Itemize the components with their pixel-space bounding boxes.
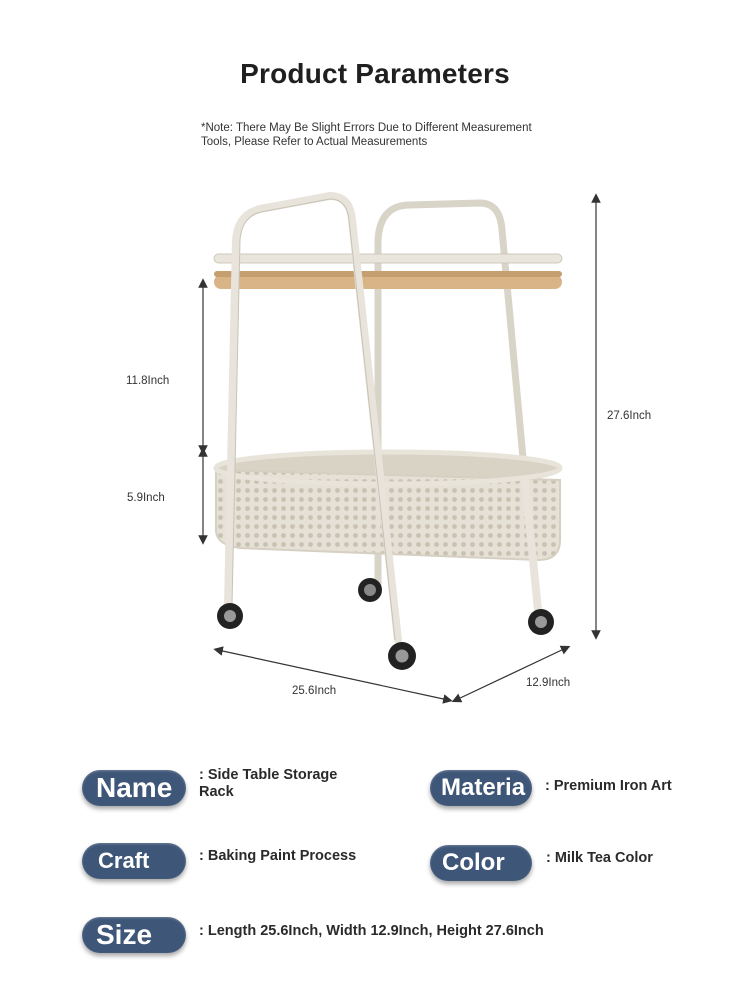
back-wheel bbox=[358, 578, 382, 602]
front-wheels bbox=[217, 603, 554, 670]
name-label: Name bbox=[82, 770, 186, 806]
top-shelf bbox=[214, 254, 562, 289]
size-label: Size bbox=[82, 917, 186, 953]
material-label: Materia bbox=[430, 770, 532, 806]
color-label: Color bbox=[430, 845, 532, 881]
name-value: : Side Table Storage Rack bbox=[199, 767, 338, 800]
craft-value: : Baking Paint Process bbox=[199, 848, 357, 864]
material-value: : Premium Iron Art bbox=[545, 778, 672, 794]
dim-length: 25.6Inch bbox=[292, 685, 337, 697]
dim-shelf-gap: 11.8Inch bbox=[126, 375, 170, 387]
product-diagram bbox=[0, 180, 750, 720]
dim-total-height: 27.6Inch bbox=[607, 410, 652, 422]
measurement-note: *Note: There May Be Slight Errors Due to Different Measurement Tools, Please Refer to Actual Measurements bbox=[201, 122, 532, 148]
craft-label: Craft bbox=[82, 843, 186, 879]
dim-width: 12.9Inch bbox=[526, 677, 571, 689]
color-value: : Milk Tea Color bbox=[546, 850, 653, 866]
size-value: : Length 25.6Inch, Width 12.9Inch, Height 27.6Inch bbox=[199, 923, 544, 939]
page-title: Product Parameters bbox=[240, 58, 510, 89]
dim-basket-height: 5.9Inch bbox=[127, 492, 165, 504]
